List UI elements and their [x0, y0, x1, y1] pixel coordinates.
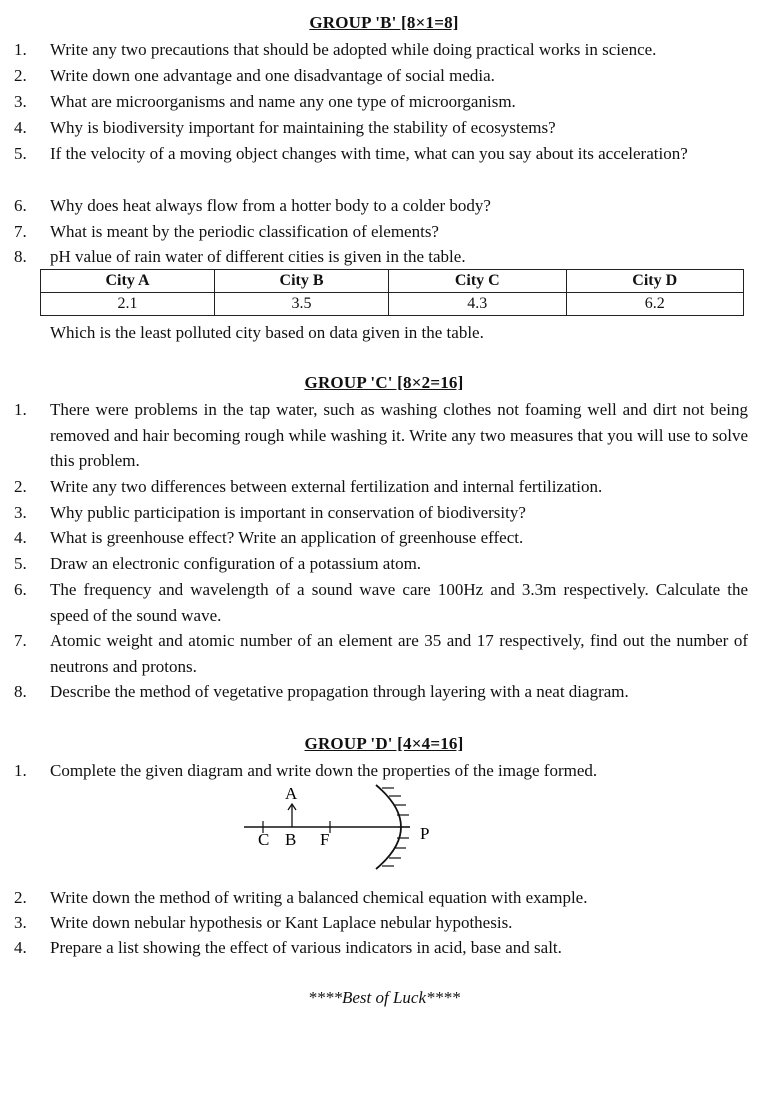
question-number: 8.: [14, 247, 27, 266]
question-text: Prepare a list showing the effect of various indicators in acid, base and salt.: [50, 938, 562, 957]
table-header-cell: City D: [566, 270, 744, 293]
table-cell: 6.2: [566, 293, 744, 316]
label-c: C: [258, 830, 270, 849]
question-text: Write down one advantage and one disadvantage of social media.: [50, 66, 495, 85]
question-text: Describe the method of vegetative propagation through layering with a neat diagram.: [50, 682, 629, 701]
question-text: Write any two differences between external fertilization and internal fertilization.: [50, 477, 603, 496]
table-row: [41, 293, 744, 316]
concave-mirror-diagram: [230, 775, 460, 875]
question-text: If the velocity of a moving object changes with time, what can you say about its acceleration?: [50, 144, 688, 163]
question-text: What is meant by the periodic classification of elements?: [50, 222, 439, 241]
question-text: Draw an electronic configuration of a potassium atom.: [50, 554, 422, 573]
question-number: 4.: [14, 118, 27, 137]
question-text: pH value of rain water of different cities is given in the table.: [50, 247, 466, 266]
question-number: 4.: [14, 938, 27, 957]
label-f: F: [320, 830, 330, 849]
question-number: 2.: [14, 888, 27, 907]
group-d-heading: GROUP 'D' [4×4=16]: [304, 734, 464, 753]
table-header-cell: City A: [41, 270, 215, 293]
question-text: What are microorganisms and name any one type of microorganism.: [50, 92, 516, 111]
group-b-heading: GROUP 'B' [8×1=8]: [309, 13, 459, 32]
question-number: 4.: [14, 528, 27, 547]
question-text: What is greenhouse effect? Write an application of greenhouse effect.: [50, 528, 524, 547]
question-number: 6.: [14, 196, 27, 215]
table-cell: 2.1: [41, 293, 215, 316]
question-number: 1.: [14, 40, 27, 59]
question-text: Write down the method of writing a balanced chemical equation with example.: [50, 888, 588, 907]
label-p: P: [420, 824, 430, 843]
table-cell: 3.5: [215, 293, 389, 316]
question-number: 7.: [14, 631, 27, 650]
question-number: 5.: [14, 554, 27, 573]
group-c-heading: GROUP 'C' [8×2=16]: [304, 373, 464, 392]
question-text: Complete the given diagram and write down the properties of the image formed.: [50, 761, 598, 780]
question-number: 3.: [14, 913, 27, 932]
question-number: 1.: [14, 761, 27, 780]
question-text: Why public participation is important in conservation of biodiversity?: [50, 503, 526, 522]
question-text: Write any two precautions that should be adopted while doing practical works in science.: [50, 40, 657, 59]
closing-message: ****Best of Luck****: [307, 988, 461, 1007]
question-number: 2.: [14, 477, 27, 496]
question-text: There were problems in the tap water, such as washing clothes not foaming well and dirt not being removed and hair becoming rough while washing it. Write any two measures that you will use to solve this problem.: [50, 400, 748, 470]
question-number: 1.: [14, 400, 27, 419]
label-b: B: [285, 830, 297, 849]
question-text: Why does heat always flow from a hotter body to a colder body?: [50, 196, 491, 215]
question-number: 3.: [14, 92, 27, 111]
question-number: 2.: [14, 66, 27, 85]
label-a: A: [285, 784, 298, 803]
question-number: 7.: [14, 222, 27, 241]
question-number: 8.: [14, 682, 27, 701]
table-cell: 4.3: [389, 293, 566, 316]
question-text: Atomic weight and atomic number of an element are 35 and 17 respectively, find out the number of neutrons and protons.: [50, 631, 748, 676]
question-number: 3.: [14, 503, 27, 522]
question-text: Why is biodiversity important for maintaining the stability of ecosystems?: [50, 118, 556, 137]
table-header-row: [41, 270, 744, 293]
question-text: The frequency and wavelength of a sound wave care 100Hz and 3.3m respectively. Calculate the speed of the sound wave.: [50, 580, 748, 625]
followup-text: Which is the least polluted city based on data given in the table.: [50, 323, 484, 342]
question-number: 5.: [14, 144, 27, 163]
question-number: 6.: [14, 580, 27, 599]
table-header-cell: City B: [215, 270, 389, 293]
ph-table: [40, 269, 744, 316]
question-text: Write down nebular hypothesis or Kant Laplace nebular hypothesis.: [50, 913, 513, 932]
table-header-cell: City C: [389, 270, 566, 293]
